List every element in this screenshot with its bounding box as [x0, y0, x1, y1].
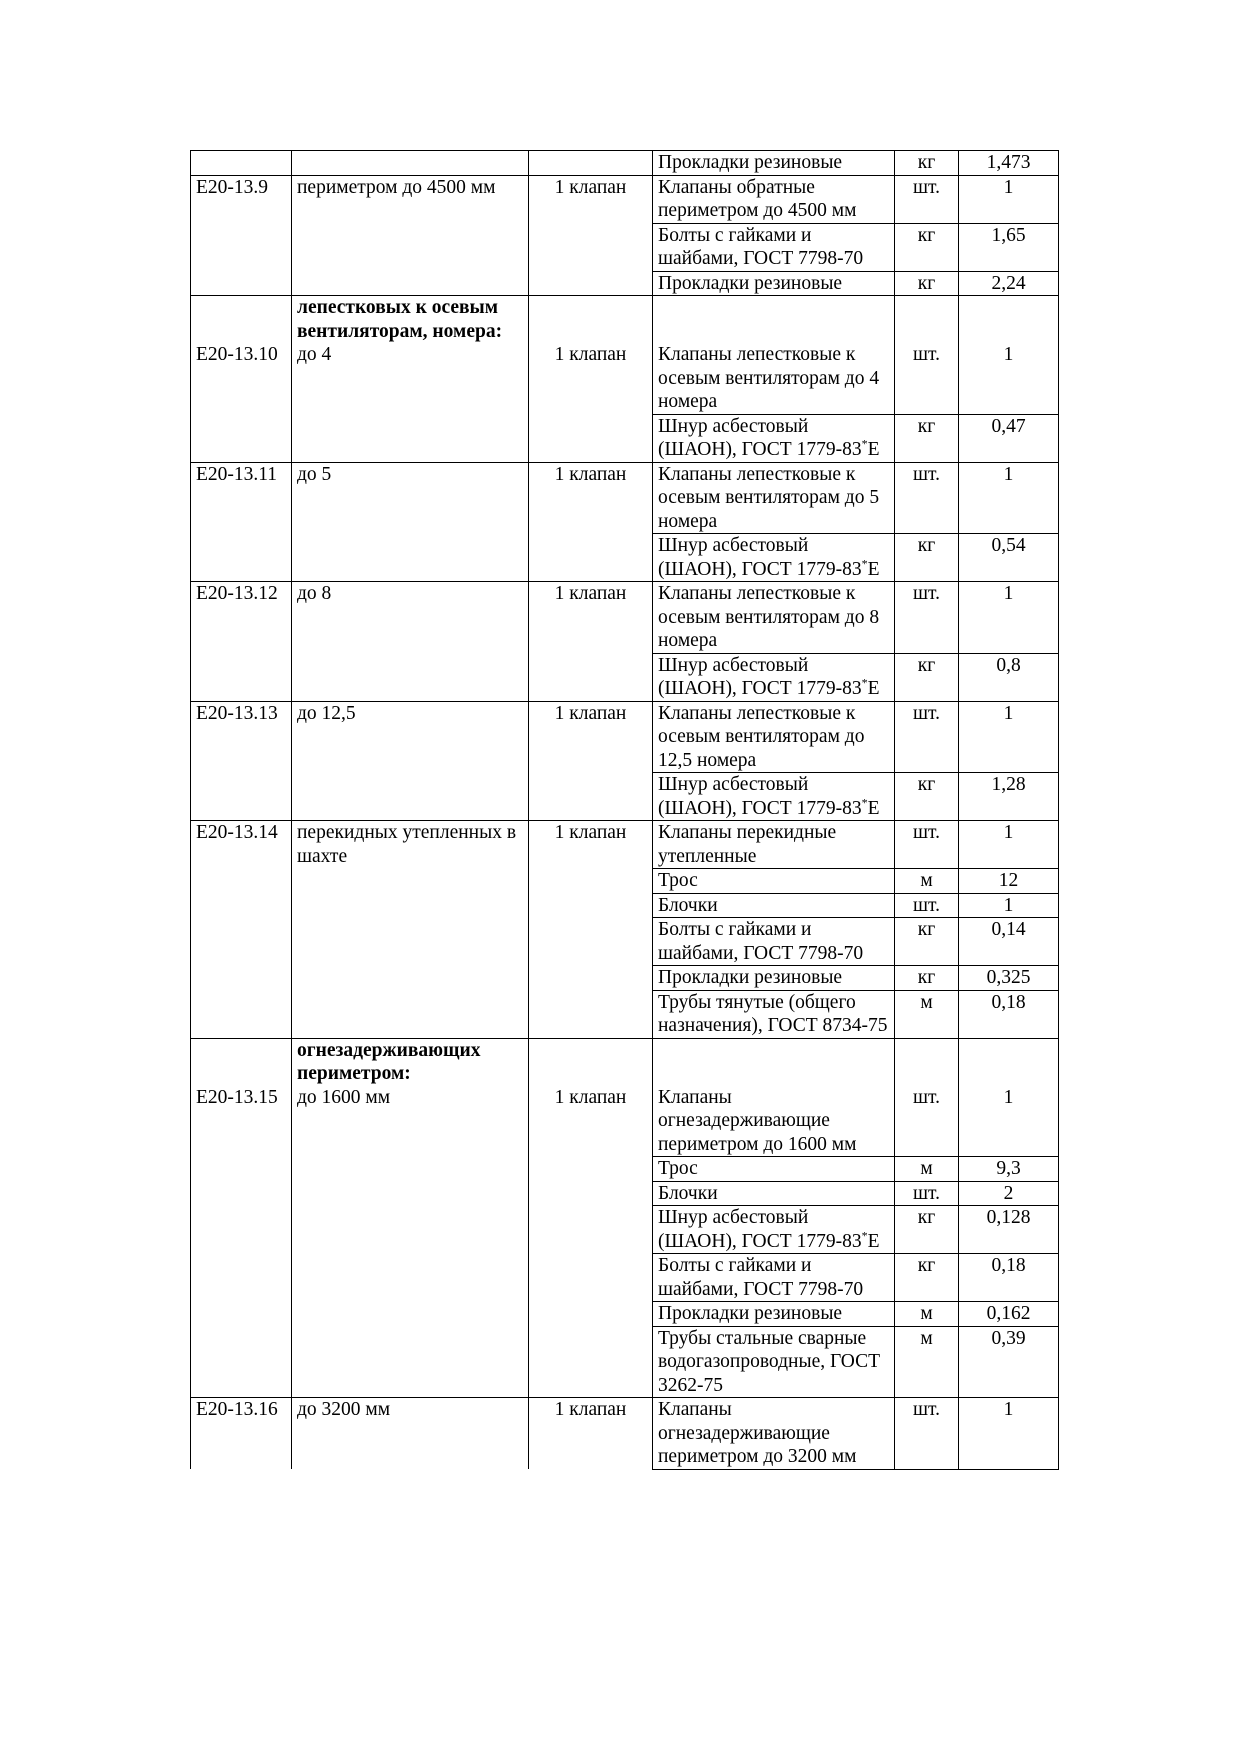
item-name-cell	[292, 1157, 529, 1182]
material-unit-cell	[895, 1038, 959, 1157]
material-qty: 1	[1003, 822, 1014, 843]
item-measure-unit: 1 клапан	[554, 463, 627, 485]
material-unit-cell	[895, 1326, 959, 1398]
material-qty: 1	[1003, 176, 1014, 198]
material-unit-cell	[895, 534, 959, 582]
material-unit: кг	[917, 774, 936, 795]
item-name-line: шахте	[297, 845, 348, 867]
material-qty: 0,18	[991, 991, 1026, 1013]
material-unit-cell	[895, 966, 959, 991]
material-qty: 1	[1003, 1399, 1014, 1420]
material-name-cell	[653, 869, 895, 894]
material-unit: м	[920, 1327, 933, 1349]
footnote-mark: *	[861, 675, 868, 690]
item-name-cell	[292, 869, 529, 894]
item-name-cell	[292, 296, 529, 415]
material-name: Трубы тянутые (общего назначения), ГОСТ 8734-75	[658, 991, 888, 1036]
item-code: Е20-13.10	[196, 344, 278, 365]
item-name-cell	[292, 223, 529, 271]
material-qty: 1,65	[991, 224, 1026, 246]
item-unit-cell	[529, 296, 653, 415]
material-qty-cell	[959, 296, 1059, 415]
item-code-cell	[191, 1302, 292, 1327]
item-unit-cell	[529, 1157, 653, 1182]
table-row-material	[191, 1254, 1059, 1302]
item-code: Е20-13.14	[196, 822, 278, 843]
table-row-material	[191, 653, 1059, 701]
material-name: Клапаны лепестковые к осевым вентиляторам до 12,5 номера	[658, 702, 865, 771]
material-name: Блочки	[658, 1182, 718, 1204]
resource-table-body	[191, 151, 1059, 1470]
item-code: Е20-13.13	[196, 702, 278, 724]
material-unit: шт.	[913, 1399, 940, 1420]
material-qty: 0,18	[991, 1255, 1026, 1276]
item-name-cell	[292, 653, 529, 701]
item-unit-cell	[529, 1181, 653, 1206]
material-qty: 1	[1003, 1086, 1014, 1108]
item-code-cell	[191, 1254, 292, 1302]
item-name-cell	[292, 151, 529, 176]
table-row-material	[191, 918, 1059, 966]
material-name-cell	[653, 773, 895, 821]
material-unit-cell	[895, 1398, 959, 1470]
material-unit: шт.	[913, 894, 940, 916]
item-name-cell	[292, 462, 529, 534]
material-qty: 0,8	[996, 654, 1021, 676]
table-row-material	[191, 893, 1059, 918]
item-code-cell	[191, 1206, 292, 1254]
item-name-cell	[292, 1302, 529, 1327]
material-unit-cell	[895, 773, 959, 821]
material-name-cell	[653, 151, 895, 176]
material-name: Болты с гайками и шайбами, ГОСТ 7798-70	[658, 919, 864, 964]
footnote-mark: *	[861, 556, 868, 570]
material-unit: шт.	[913, 583, 940, 604]
material-name: Шнур асбестовый (ШАОН), ГОСТ 1779-83	[658, 415, 862, 460]
material-name-cell	[653, 1254, 895, 1302]
material-qty: 0,39	[991, 1327, 1026, 1349]
material-name-cell	[653, 1326, 895, 1398]
table-row-material	[191, 990, 1059, 1038]
material-qty: 1,473	[986, 152, 1031, 173]
material-name: Блочки	[658, 894, 718, 916]
material-name-cell	[653, 1302, 895, 1327]
material-name-cell	[653, 582, 895, 654]
material-name: Клапаны перекидные утепленные	[658, 822, 837, 867]
material-suffix: Е	[867, 439, 880, 460]
material-qty: 1	[1003, 463, 1014, 485]
material-qty-cell	[959, 175, 1059, 223]
material-unit: кг	[917, 224, 936, 246]
material-unit: шт.	[913, 1086, 940, 1108]
item-unit-cell	[529, 223, 653, 271]
item-code-cell	[191, 918, 292, 966]
table-row-item	[191, 821, 1059, 869]
item-unit-cell	[529, 1398, 653, 1470]
item-unit-cell	[529, 869, 653, 894]
material-qty: 0,14	[991, 919, 1026, 940]
material-qty-cell	[959, 893, 1059, 918]
material-unit-cell	[895, 869, 959, 894]
item-code-cell	[191, 893, 292, 918]
material-name-cell	[653, 653, 895, 701]
item-code-cell	[191, 869, 292, 894]
item-code-cell	[191, 701, 292, 773]
material-unit: кг	[917, 967, 936, 988]
item-code-cell	[191, 534, 292, 582]
item-unit-cell	[529, 918, 653, 966]
item-code-cell	[191, 821, 292, 869]
material-unit-cell	[895, 1254, 959, 1302]
item-unit-cell	[529, 773, 653, 821]
material-unit: шт.	[913, 822, 940, 843]
item-name-cell	[292, 582, 529, 654]
table-row-item	[191, 701, 1059, 773]
material-unit: кг	[917, 1207, 936, 1228]
material-name: Болты с гайками и шайбами, ГОСТ 7798-70	[658, 224, 864, 269]
item-unit-cell	[529, 1302, 653, 1327]
material-qty: 0,128	[986, 1207, 1031, 1228]
material-unit: кг	[917, 152, 936, 173]
material-qty-cell	[959, 1157, 1059, 1182]
material-unit: м	[920, 991, 933, 1013]
material-qty-cell	[959, 151, 1059, 176]
item-unit-cell	[529, 1206, 653, 1254]
material-unit: шт.	[913, 176, 940, 198]
item-unit-cell	[529, 1254, 653, 1302]
material-unit: шт.	[913, 344, 940, 365]
material-name: Шнур асбестовый (ШАОН), ГОСТ 1779-83	[658, 535, 862, 580]
item-code-cell	[191, 175, 292, 223]
footnote-mark: *	[861, 436, 868, 451]
material-unit-cell	[895, 296, 959, 415]
item-unit-cell	[529, 990, 653, 1038]
material-name-cell	[653, 223, 895, 271]
material-qty-cell	[959, 821, 1059, 869]
material-unit: кг	[917, 272, 936, 294]
material-name: Прокладки резиновые	[658, 272, 843, 294]
material-name-cell	[653, 462, 895, 534]
item-unit-cell	[529, 1038, 653, 1157]
section-heading: огнезадерживающих периметром:	[297, 1039, 481, 1084]
material-name-cell	[653, 1157, 895, 1182]
table-row-material	[191, 223, 1059, 271]
item-code-cell	[191, 773, 292, 821]
table-row-item	[191, 175, 1059, 223]
material-name-cell	[653, 1398, 895, 1470]
item-code-cell	[191, 990, 292, 1038]
material-name: Болты с гайками и шайбами, ГОСТ 7798-70	[658, 1255, 864, 1300]
material-unit-cell	[895, 701, 959, 773]
item-measure-unit: 1 клапан	[554, 583, 627, 604]
item-code: Е20-13.16	[196, 1399, 278, 1420]
material-name: Шнур асбестовый (ШАОН), ГОСТ 1779-83	[658, 654, 862, 699]
item-unit-cell	[529, 653, 653, 701]
item-name-cell	[292, 534, 529, 582]
item-unit-cell	[529, 534, 653, 582]
item-code-cell	[191, 223, 292, 271]
material-qty: 1	[1003, 583, 1014, 604]
material-unit: шт.	[913, 702, 940, 724]
material-unit-cell	[895, 151, 959, 176]
material-name-cell	[653, 1181, 895, 1206]
item-name: до 5	[297, 463, 332, 485]
material-name: Клапаны лепестковые к осевым вентиляторам до 8 номера	[658, 583, 880, 651]
material-name: Клапаны огнезадерживающие периметром до 1600 мм	[658, 1086, 857, 1155]
item-name-line: перекидных утепленных в	[297, 822, 517, 843]
item-unit-cell	[529, 966, 653, 991]
item-code: Е20-13.9	[196, 176, 269, 198]
table-row-material	[191, 1302, 1059, 1327]
material-qty: 1	[1003, 702, 1014, 724]
material-unit: шт.	[913, 1182, 940, 1204]
material-qty-cell	[959, 990, 1059, 1038]
material-unit-cell	[895, 893, 959, 918]
material-qty-cell	[959, 966, 1059, 991]
material-name: Прокладки резиновые	[658, 152, 843, 173]
item-code-cell	[191, 462, 292, 534]
material-unit-cell	[895, 1302, 959, 1327]
material-unit: кг	[917, 535, 936, 556]
table-row-item	[191, 296, 1059, 415]
footnote-mark: *	[861, 795, 868, 809]
material-name: Клапаны лепестковые к осевым вентиляторам до 5 номера	[658, 463, 880, 532]
material-qty-cell	[959, 701, 1059, 773]
item-measure-unit: 1 клапан	[554, 344, 627, 365]
item-code: Е20-13.12	[196, 583, 278, 604]
material-qty-cell	[959, 1181, 1059, 1206]
item-name-cell	[292, 773, 529, 821]
material-unit-cell	[895, 1181, 959, 1206]
material-qty: 1	[1003, 894, 1014, 916]
material-qty-cell	[959, 1326, 1059, 1398]
item-code-cell	[191, 151, 292, 176]
item-name-cell	[292, 990, 529, 1038]
item-unit-cell	[529, 821, 653, 869]
material-qty-cell	[959, 1254, 1059, 1302]
item-name: до 8	[297, 583, 332, 604]
material-name-cell	[653, 701, 895, 773]
item-code: Е20-13.15	[196, 1086, 278, 1108]
material-unit-cell	[895, 918, 959, 966]
material-qty: 2	[1003, 1182, 1014, 1204]
item-measure-unit: 1 клапан	[554, 702, 627, 724]
item-code-cell	[191, 414, 292, 462]
material-unit-cell	[895, 414, 959, 462]
resource-table	[190, 150, 1059, 1470]
item-code-cell	[191, 1181, 292, 1206]
table-row-item	[191, 1038, 1059, 1157]
item-unit-cell	[529, 462, 653, 534]
item-code-cell	[191, 1157, 292, 1182]
material-name-cell	[653, 821, 895, 869]
item-name-cell	[292, 821, 529, 869]
table-row-material	[191, 773, 1059, 821]
material-unit: шт.	[913, 463, 940, 485]
material-name: Трос	[658, 1158, 698, 1179]
material-name-cell	[653, 414, 895, 462]
item-measure-unit: 1 клапан	[554, 822, 627, 843]
section-heading: лепестковых к осевым вентиляторам, номера:	[297, 297, 503, 342]
material-name: Шнур асбестовый (ШАОН), ГОСТ 1779-83	[658, 774, 862, 819]
material-name: Клапаны огнезадерживающие периметром до 3200 мм	[658, 1399, 857, 1467]
material-suffix: Е	[867, 1230, 880, 1252]
item-unit-cell	[529, 701, 653, 773]
material-unit-cell	[895, 582, 959, 654]
material-unit: м	[920, 1158, 933, 1179]
material-qty: 0,162	[986, 1303, 1031, 1324]
item-code: Е20-13.11	[196, 463, 278, 485]
material-qty: 2,24	[991, 272, 1026, 294]
item-name: периметром до 4500 мм	[297, 176, 496, 198]
material-qty-cell	[959, 534, 1059, 582]
item-unit-cell	[529, 414, 653, 462]
material-name: Клапаны лепестковые к осевым вентиляторам до 4 номера	[658, 344, 880, 412]
material-unit: кг	[917, 1255, 936, 1276]
item-code-cell	[191, 653, 292, 701]
item-code-cell	[191, 1398, 292, 1470]
material-unit-cell	[895, 821, 959, 869]
table-row-item	[191, 1398, 1059, 1470]
material-unit-cell	[895, 223, 959, 271]
table-row-material	[191, 271, 1059, 296]
material-unit-cell	[895, 175, 959, 223]
item-name-cell	[292, 701, 529, 773]
material-name: Шнур асбестовый (ШАОН), ГОСТ 1779-83	[658, 1207, 862, 1252]
material-qty: 1,28	[991, 774, 1026, 795]
item-name-cell	[292, 175, 529, 223]
item-name-cell	[292, 1326, 529, 1398]
material-unit: м	[920, 870, 933, 891]
material-unit-cell	[895, 990, 959, 1038]
material-name-cell	[653, 990, 895, 1038]
table-row-material	[191, 869, 1059, 894]
item-unit-cell	[529, 151, 653, 176]
material-name-cell	[653, 1206, 895, 1254]
item-unit-cell	[529, 175, 653, 223]
material-name-cell	[653, 893, 895, 918]
material-name-cell	[653, 1038, 895, 1157]
material-name: Трубы стальные сварные водогазопроводные, ГОСТ 3262-75	[658, 1327, 881, 1396]
item-name-cell	[292, 1181, 529, 1206]
item-name-cell	[292, 1038, 529, 1157]
material-qty: 0,47	[991, 415, 1026, 437]
material-name-cell	[653, 966, 895, 991]
item-code-cell	[191, 1326, 292, 1398]
item-name-cell	[292, 893, 529, 918]
item-name-cell	[292, 1398, 529, 1470]
material-qty-cell	[959, 869, 1059, 894]
material-qty: 0,54	[991, 535, 1026, 556]
item-unit-cell	[529, 1326, 653, 1398]
item-measure-unit: 1 клапан	[554, 1399, 627, 1420]
material-qty-cell	[959, 773, 1059, 821]
item-name: до 1600 мм	[297, 1086, 391, 1108]
item-name: до 3200 мм	[297, 1399, 391, 1420]
item-name-cell	[292, 1206, 529, 1254]
table-row-material	[191, 966, 1059, 991]
material-unit-cell	[895, 271, 959, 296]
table-row-item	[191, 582, 1059, 654]
item-code-cell	[191, 582, 292, 654]
material-name-cell	[653, 296, 895, 415]
item-code-cell	[191, 966, 292, 991]
item-name: до 4	[297, 344, 332, 365]
table-row-material	[191, 1157, 1059, 1182]
material-name-cell	[653, 175, 895, 223]
item-code-cell	[191, 271, 292, 296]
material-name: Прокладки резиновые	[658, 967, 843, 988]
item-name-cell	[292, 1254, 529, 1302]
material-qty-cell	[959, 1398, 1059, 1470]
table-row-item	[191, 462, 1059, 534]
item-code-cell	[191, 296, 292, 415]
material-qty-cell	[959, 918, 1059, 966]
material-qty-cell	[959, 1038, 1059, 1157]
table-row-material	[191, 1326, 1059, 1398]
material-qty-cell	[959, 271, 1059, 296]
material-suffix: Е	[867, 797, 880, 819]
item-name-cell	[292, 966, 529, 991]
item-name-cell	[292, 918, 529, 966]
material-unit-cell	[895, 462, 959, 534]
material-unit-cell	[895, 653, 959, 701]
item-measure-unit: 1 клапан	[554, 1086, 627, 1108]
footnote-mark: *	[861, 1228, 868, 1242]
table-row-material	[191, 414, 1059, 462]
item-code-cell	[191, 1038, 292, 1157]
material-unit-cell	[895, 1157, 959, 1182]
material-unit: кг	[917, 919, 936, 940]
material-suffix: Е	[867, 558, 880, 580]
item-name-cell	[292, 271, 529, 296]
table-row-item	[191, 151, 1059, 176]
material-name: Прокладки резиновые	[658, 1303, 843, 1324]
material-unit: м	[920, 1303, 933, 1324]
item-measure-unit: 1 клапан	[554, 176, 627, 198]
material-unit: кг	[917, 654, 936, 676]
material-qty-cell	[959, 223, 1059, 271]
material-qty-cell	[959, 1302, 1059, 1327]
material-name-cell	[653, 271, 895, 296]
table-row-material	[191, 1206, 1059, 1254]
material-name: Трос	[658, 870, 698, 891]
material-qty: 0,325	[986, 967, 1031, 988]
material-qty-cell	[959, 653, 1059, 701]
table-row-material	[191, 1181, 1059, 1206]
material-name: Клапаны обратные периметром до 4500 мм	[658, 176, 857, 221]
material-qty-cell	[959, 582, 1059, 654]
item-unit-cell	[529, 893, 653, 918]
material-qty-cell	[959, 462, 1059, 534]
material-qty: 12	[998, 870, 1019, 891]
material-name-cell	[653, 918, 895, 966]
material-qty: 9,3	[996, 1158, 1021, 1179]
material-suffix: Е	[867, 678, 880, 699]
material-qty-cell	[959, 414, 1059, 462]
item-unit-cell	[529, 582, 653, 654]
item-name-cell	[292, 414, 529, 462]
table-row-material	[191, 534, 1059, 582]
material-name-cell	[653, 534, 895, 582]
item-unit-cell	[529, 271, 653, 296]
material-unit: кг	[917, 415, 936, 437]
item-name: до 12,5	[297, 702, 356, 724]
material-unit-cell	[895, 1206, 959, 1254]
material-qty-cell	[959, 1206, 1059, 1254]
material-qty: 1	[1003, 344, 1014, 365]
